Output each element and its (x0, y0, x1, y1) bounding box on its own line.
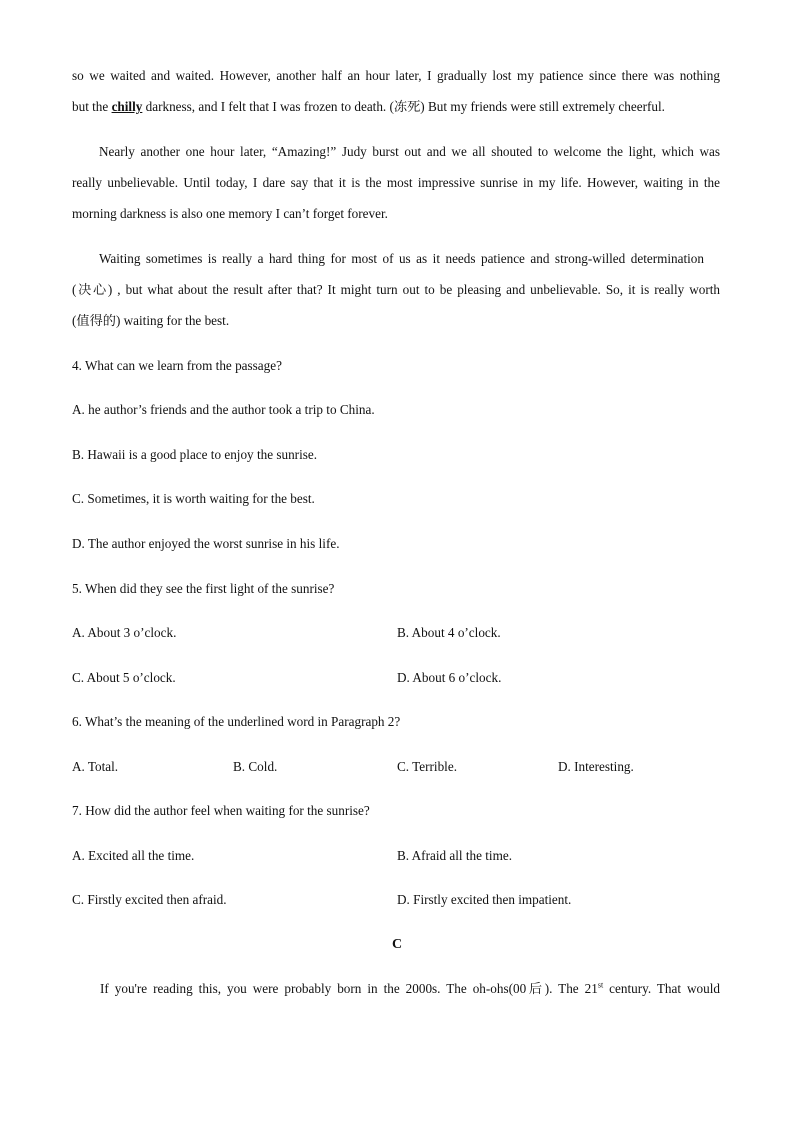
section-heading-c: C (391, 937, 403, 952)
passage-paragraph-3-line-2: (决心) , but what about the result after that? It might turn out to be pleasing and unbelievable. So, it is really worth (72, 282, 720, 297)
passage-paragraph-3-line-3: (值得的) waiting for the best. (72, 313, 230, 328)
question-6-option-b: B. Cold. (233, 759, 278, 774)
question-6-stem: 6. What’s the meaning of the underlined word in Paragraph 2? (72, 714, 401, 729)
superscript-st: st (597, 980, 604, 990)
question-5-option-c: C. About 5 o’clock. (72, 670, 176, 685)
question-7-stem: 7. How did the author feel when waiting for the sunrise? (72, 803, 370, 818)
passage-paragraph-2-line-1: Nearly another one hour later, “Amazing!” Judy burst out and we all shouted to welcome the light, which was (99, 144, 720, 159)
text-segment: If you're reading this, you were probably born in the 2000s. The oh-ohs(00后). The 21 (100, 981, 598, 996)
underlined-word-chilly: chilly (111, 99, 143, 114)
question-4-option-b: B. Hawaii is a good place to enjoy the sunrise. (72, 447, 318, 462)
question-5-stem: 5. When did they see the first light of the sunrise? (72, 581, 335, 596)
passage-paragraph-2-line-2: really unbelievable. Until today, I dare say that it is the most impressive sunrise in my life. However, waiting in the (72, 175, 720, 190)
passage-paragraph-2-line-3: morning darkness is also one memory I can’t forget forever. (72, 206, 388, 221)
passage-paragraph-3-line-1: Waiting sometimes is really a hard thing for most of us as it needs patience and strong-willed determination (99, 251, 704, 266)
text-segment: century. That would (603, 981, 720, 996)
question-4-option-a: A. he author’s friends and the author took a trip to China. (72, 402, 375, 417)
question-7-option-a: A. Excited all the time. (72, 848, 195, 863)
question-5-option-b: B. About 4 o’clock. (397, 625, 501, 640)
question-6-option-a: A. Total. (72, 759, 119, 774)
question-4-option-c: C. Sometimes, it is worth waiting for the best. (72, 491, 315, 506)
question-7-option-b: B. Afraid all the time. (397, 848, 512, 863)
section-c-line-1 (100, 981, 720, 997)
text-segment: but the (72, 99, 112, 114)
question-7-option-c: C. Firstly excited then afraid. (72, 892, 227, 907)
question-6-option-c: C. Terrible. (397, 759, 457, 774)
passage-paragraph-1-line-1: so we waited and waited. However, another half an hour later, I gradually lost my patience since there was nothing (72, 68, 720, 83)
passage-paragraph-1-line-2 (72, 99, 712, 115)
question-6-option-d: D. Interesting. (558, 759, 634, 774)
question-7-option-d: D. Firstly excited then impatient. (397, 892, 572, 907)
question-4-option-d: D. The author enjoyed the worst sunrise in his life. (72, 536, 340, 551)
question-5-option-d: D. About 6 o’clock. (397, 670, 502, 685)
question-5-option-a: A. About 3 o’clock. (72, 625, 177, 640)
question-4-stem: 4. What can we learn from the passage? (72, 358, 282, 373)
text-segment: darkness, and I felt that I was frozen to death. (冻死) But my friends were still extremely cheerful. (142, 99, 665, 114)
